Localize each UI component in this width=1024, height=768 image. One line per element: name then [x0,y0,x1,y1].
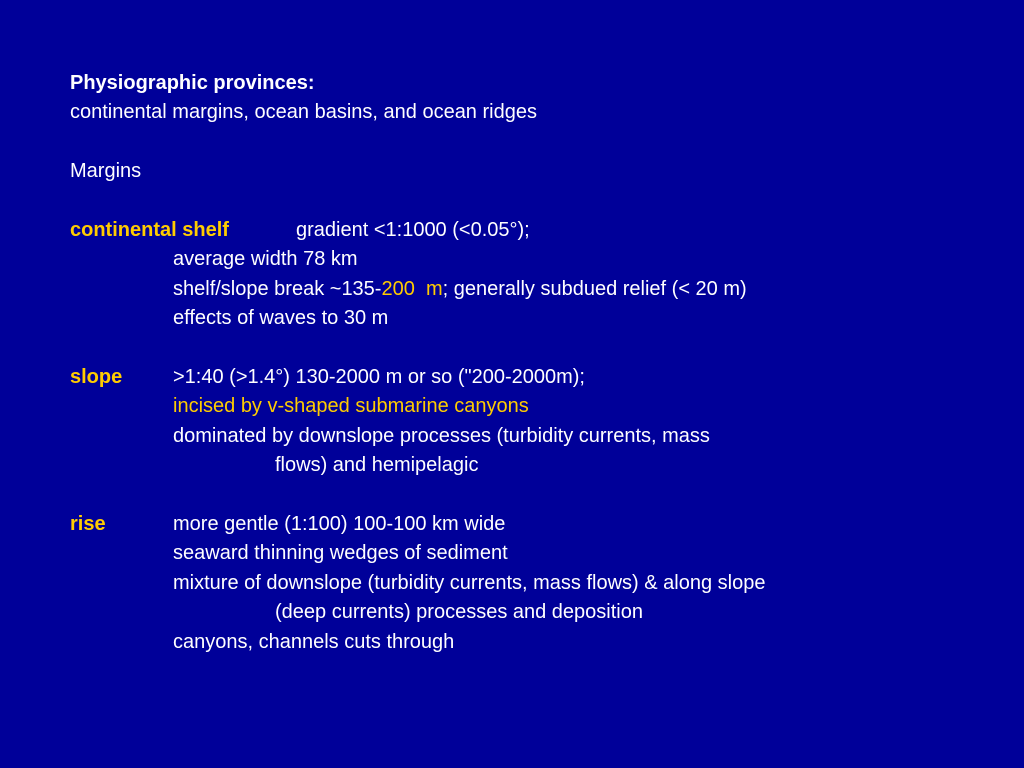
shelf-width: average width 78 km [173,248,358,270]
slope-label: slope [70,366,123,388]
shelf-label: continental shelf [70,219,229,241]
rise-channels: canyons, channels cuts through [173,631,455,653]
shelf-break-suffix: ; generally subdued relief (< 20 m) [442,278,747,300]
rise-mixture-line1: mixture of downslope (turbidity currents, mass flows) & along slope [173,572,766,594]
rise-label: rise [70,513,106,535]
slope-canyons: incised by v-shaped submarine canyons [173,395,529,417]
slope-processes-line1: dominated by downslope processes (turbidity currents, mass [173,425,710,447]
shelf-break-value: 200 m [381,278,443,300]
shelf-break [173,276,747,302]
rise-gradient: more gentle (1:100) 100-100 km wide [173,513,506,535]
shelf-gradient: gradient <1:1000 (<0.05°); [296,219,530,241]
shelf-waves: effects of waves to 30 m [173,307,389,329]
rise-wedges: seaward thinning wedges of sediment [173,542,508,564]
slide-subtitle: continental margins, ocean basins, and ocean ridges [70,101,537,123]
section-heading: Margins [70,160,142,182]
slope-processes-line2: flows) and hemipelagic [275,454,479,476]
slide-title: Physiographic provinces: [70,72,315,94]
shelf-break-prefix: shelf/slope break ~135- [173,278,382,300]
slope-gradient: >1:40 (>1.4°) 130-2000 m or so ("200-2000m); [173,366,585,388]
rise-mixture-line2: (deep currents) processes and deposition [275,601,643,623]
